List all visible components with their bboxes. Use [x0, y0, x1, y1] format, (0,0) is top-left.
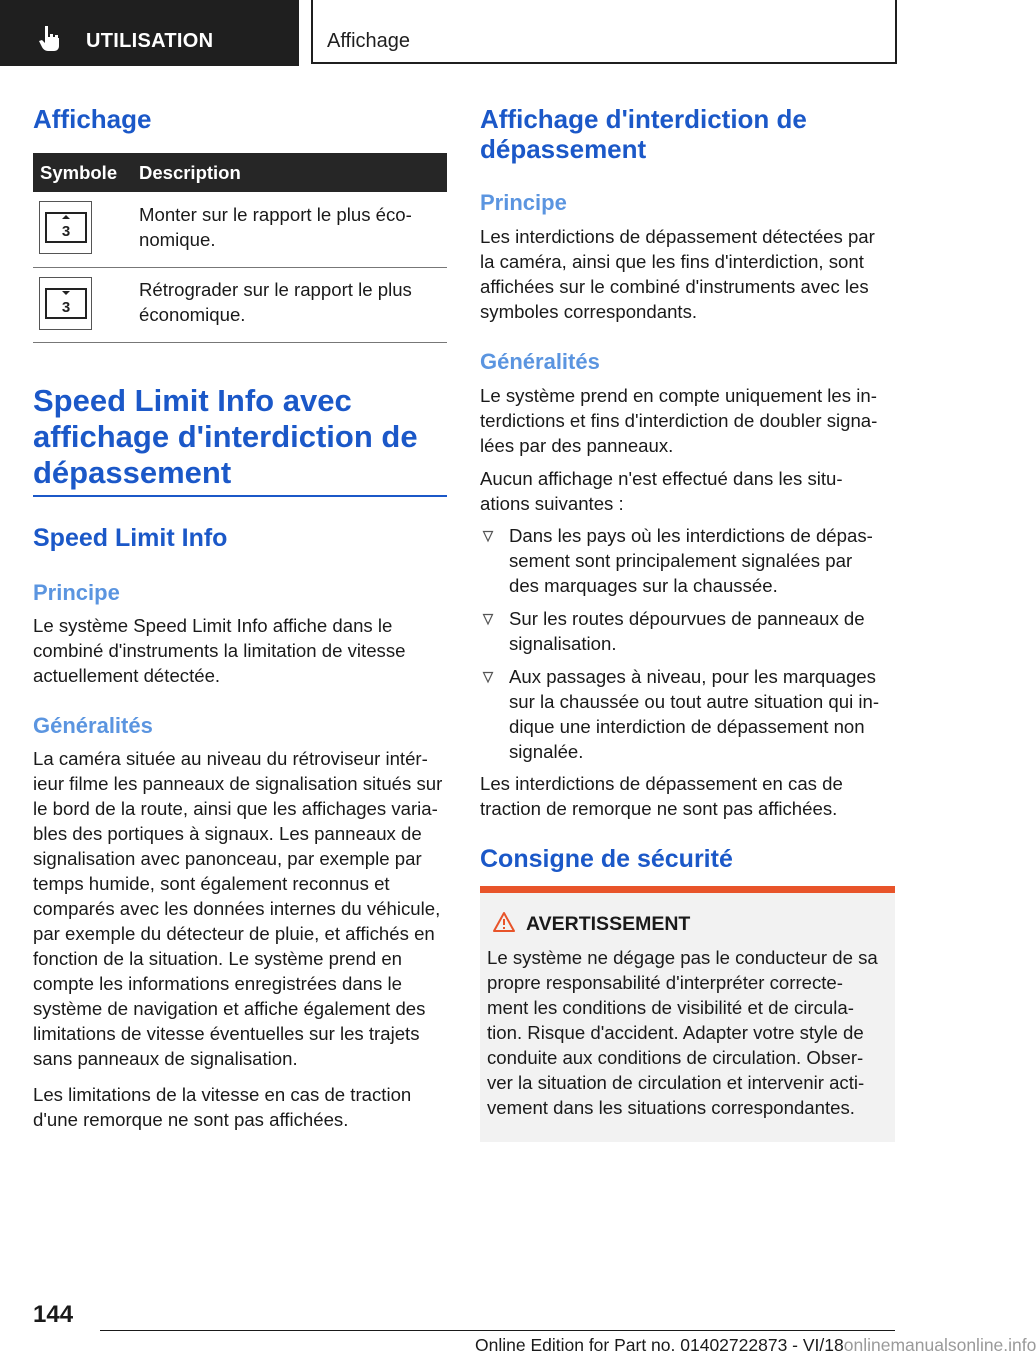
- col-symbol-header: Symbole: [40, 162, 118, 183]
- bullet-triangle-icon: [483, 672, 493, 683]
- list-item: Dans les pays où les interdictions de dépas- sement sont principalement signalées par des marquages sur la chaussée.: [480, 523, 900, 598]
- list-item: Sur les routes dépourvues de panneaux de signalisation.: [480, 606, 900, 656]
- table-row: [33, 192, 447, 268]
- aucun-affichage-paragraph: Aucun affichage n'est effectué dans les situ- ations suivantes :: [480, 468, 843, 514]
- gear-up-icon: [39, 201, 92, 254]
- generalites-paragraph-right: Le système prend en compte uniquement les in- terdictions et fins d'interdiction de doubler signa- lées par des panneaux.: [480, 385, 878, 456]
- header-section-box: [311, 0, 897, 64]
- generalites-heading-right: Généralités: [480, 349, 600, 374]
- row-description: Rétrograder sur le rapport le plus économique.: [139, 279, 412, 325]
- gear-number: 3: [61, 299, 71, 316]
- bullet-triangle-icon: [483, 531, 493, 542]
- list-item: Aux passages à niveau, pour les marquages sur la chaussée ou tout autre situation qui in- dique une interdiction de dépassement non signalée.: [480, 664, 900, 764]
- page-number: 144: [33, 1301, 74, 1328]
- warning-title: AVERTISSEMENT: [526, 913, 691, 935]
- generalites-paragraph: La caméra située au niveau du rétroviseur intér- ieur filme les panneaux de signalisation situés sur le bord de la route, ainsi que les affichages varia- bles des portiques à signaux. Les panneaux de signalisation avec panonceau, par exemple par temps humide, sont également reconnus et comparés avec les données internes du véhicule, par exemple du détecteur de pluie, et affichés en fonction de la situation. Le système prend en compte les informations enregistrées dans le système de navigation et affiche également des limitations de vitesse éventuelles sur les trajets sans panneaux de signalisation.: [33, 748, 443, 1069]
- warning-text: Le système ne dégage pas le conducteur de sa propre responsabilité d'interpréter correcte- ment les conditions de visibilité et de circula- tion. Risque d'accident. Adapter votre style de conduite aux conditions de circulation. Obser- ver la situation de circulation et intervenir acti- vement dans les situations correspondantes.: [487, 947, 878, 1118]
- row-description: Monter sur le rapport le plus éco- nomique.: [139, 204, 412, 250]
- gear-number: 3: [61, 223, 71, 240]
- table-header: [33, 153, 447, 192]
- sli-subtitle: Speed Limit Info: [33, 524, 228, 552]
- speed-limit-info-main-title: Speed Limit Info avec affichage d'interdiction de dépassement: [33, 383, 418, 490]
- remorque-paragraph-right: Les interdictions de dépassement en cas de traction de remorque ne sont pas affichées.: [480, 773, 843, 819]
- hand-pointer-icon: [36, 24, 64, 52]
- principe-heading-right: Principe: [480, 190, 567, 215]
- principe-paragraph: Le système Speed Limit Info affiche dans le combiné d'instruments la limitation de vitesse actuellement détectée.: [33, 615, 406, 686]
- situations-list: [480, 523, 900, 772]
- warning-box: [480, 886, 895, 1142]
- consigne-heading: Consigne de sécurité: [480, 845, 733, 873]
- footer-rule: [100, 1330, 895, 1331]
- watermark: onlinemanualsonline.info: [843, 1335, 1036, 1355]
- title-underline: [33, 495, 447, 497]
- principe-heading: Principe: [33, 580, 120, 605]
- chapter-title: UTILISATION: [86, 30, 214, 52]
- warning-triangle-icon: [493, 912, 515, 932]
- table-row: [33, 268, 447, 343]
- col-description-header: Description: [139, 162, 241, 183]
- footer-edition: Online Edition for Part no. 01402722873 - VI/18onlinemanualsonline.info: [475, 1335, 1036, 1355]
- section-title: Affichage: [327, 30, 411, 52]
- bullet-triangle-icon: [483, 614, 493, 625]
- gear-down-icon: [39, 277, 92, 330]
- principe-paragraph-right: Les interdictions de dépassement détectées par la caméra, ainsi que les fins d'interdiction, sont affichées sur le combiné d'instruments avec les symboles correspondants.: [480, 226, 875, 322]
- remorque-paragraph: Les limitations de la vitesse en cas de traction d'une remorque ne sont pas affichées.: [33, 1084, 412, 1130]
- affichage-heading: Affichage: [33, 104, 152, 134]
- warning-bar: [480, 886, 895, 893]
- header-chapter-tab: [0, 0, 299, 66]
- generalites-heading: Généralités: [33, 713, 153, 738]
- interdiction-heading: Affichage d'interdiction de dépassement: [480, 104, 807, 164]
